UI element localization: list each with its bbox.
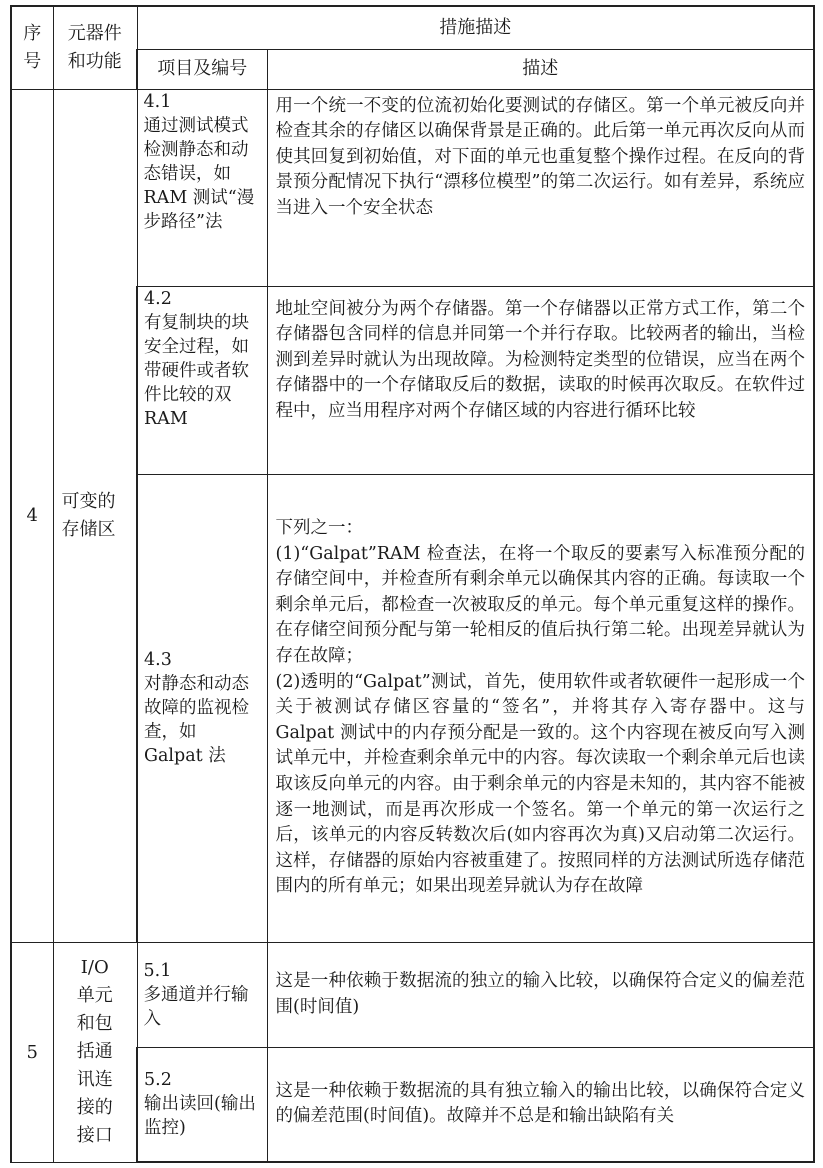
description-intro: 下列之一： <box>275 518 363 539</box>
item-cell <box>137 942 267 1047</box>
item-cell <box>137 89 267 286</box>
header-item-number: 项目及编号 <box>137 49 267 89</box>
description-option-1: (1)“Galpat”RAM 检查法，在将一个取反的要素写入标准预分配的存储空间中，并检查所有剩余单元以确保其内容的正确。每读取一个剩余单元后，都检查一次被取反的单元。每个单元重复这样的操作。在存储空间预分配与第一轮相反的值后执行第二轮。出现差异就认为存在故障； <box>275 543 805 667</box>
row-number: 5 <box>11 942 53 1162</box>
item-code: 5.1 <box>143 960 172 981</box>
header-description: 描述 <box>267 49 814 89</box>
component-name: I/O 单元和包括通讯连接的接口 <box>53 942 137 1162</box>
item-title: 有复制块的块安全过程，如带硬件或者软件比较的双 RAM <box>144 312 249 429</box>
item-cell <box>137 1047 267 1162</box>
item-description: 这是一种依赖于数据流的具有独立输入的输出比较，以确保符合定义的偏差范围(时间值)。故障并不总是和输出缺陷有关 <box>267 1047 814 1162</box>
header-measures-description: 措施描述 <box>137 6 814 49</box>
table-row <box>11 942 814 1047</box>
item-code: 5.2 <box>144 1070 172 1091</box>
item-title: 对静态和动态故障的监视检查，如 Galpat 法 <box>144 674 249 766</box>
header-row <box>11 6 814 49</box>
item-title: 输出读回(输出监控) <box>144 1094 256 1139</box>
item-code: 4.1 <box>143 91 172 112</box>
description-option-2: (2)透明的“Galpat”测试，首先，使用软件或者软硬件一起形成一个关于被测试存储区容量的“签名”，并将其存入寄存器中。这与 Galpat 测试中的内存预分配是一致的。这个内容现在被反向写入测试单元中，并检查剩余单元中的内容。每次读取一个剩余单元后也读取该反向单元的内容。由于剩余单元的内容是未知的，其内容不能被逐一地测试，而是再次形成一个签名。第一个单元的第一次运行之后，该单元的内容反转数次后(如内容再次为真)又启动第二次运行。这样，存储器的原始内容被重建了。按照同样的方法测试所选存储范围内的所有单元；如果出现差异就认为存在故障 <box>275 671 805 897</box>
header-component-function: 元器件和功能 <box>53 6 137 89</box>
component-name: 可变的存储区 <box>53 89 137 942</box>
item-description <box>267 474 814 942</box>
row-number: 4 <box>11 89 53 942</box>
item-code: 4.3 <box>144 650 172 670</box>
item-title: 通过测试模式检测静态和动态错误，如 RAM 测试“漫步路径”法 <box>143 115 255 232</box>
item-description: 这是一种依赖于数据流的独立的输入比较，以确保符合定义的偏差范围(时间值) <box>267 942 814 1047</box>
header-serial-number: 序号 <box>11 6 53 89</box>
item-title: 多通道并行输入 <box>143 984 249 1029</box>
table-row <box>11 89 814 286</box>
item-cell <box>137 474 267 942</box>
item-code: 4.2 <box>144 288 172 309</box>
item-description: 用一个统一不变的位流初始化要测试的存储区。第一个单元被反向并检查其余的存储区以确保背景是正确的。此后第一单元再次反向从而使其回复到初始值，对下面的单元也重复整个操作过程。在反向的背景预分配情况下执行“漂移位模型”的第二次运行。如有差异，系统应当进入一个安全状态 <box>267 89 814 286</box>
item-cell <box>137 286 267 474</box>
item-description: 地址空间被分为两个存储器。第一个存储器以正常方式工作，第二个存储器包含同样的信息并同第一个并行存取。比较两者的输出，当检测到差异时就认为出现故障。为检测特定类型的位错误，应当在两个存储器中的一个存储取反后的数据，读取的时候再次取反。在软件过程中，应当用程序对两个存储区域的内容进行循环比较 <box>267 286 814 474</box>
measures-table <box>10 5 815 1163</box>
